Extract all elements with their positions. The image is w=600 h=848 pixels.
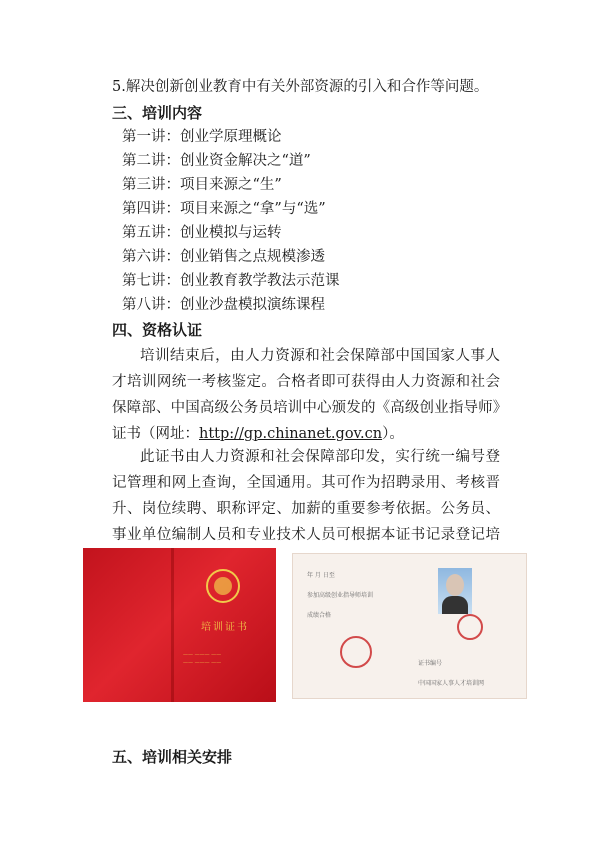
qualification-text-end: ）。 — [382, 426, 404, 442]
lecture-2: 第二讲：创业资金解决之“道” — [122, 153, 311, 169]
qualification-text: 培训结束后，由人力资源和社会保障部中国国家人事人才培训网统一考核鉴定。合格者即可获得由人力资源和社会保障部、中国高级公务员培训中心颁发的《高级创业指导师》证书（网址： — [112, 348, 500, 442]
photo-body — [442, 596, 468, 614]
cover-title: 培训证书 — [201, 622, 249, 633]
lecture-5: 第五讲：创业模拟与运转 — [122, 225, 282, 241]
inner-line-5: 中国国家人事人才培训网 — [418, 680, 485, 687]
lecture-3: 第三讲：项目来源之“生” — [122, 177, 282, 193]
lecture-4: 第四讲：项目来源之“拿”与“选” — [122, 201, 326, 217]
lecture-1: 第一讲：创业学原理概论 — [122, 129, 282, 145]
id-photo — [438, 568, 472, 614]
lecture-6: 第六讲：创业销售之点规模渗透 — [122, 249, 325, 265]
cover-issuer-text: —— ——— —— —— ——— —— — [183, 652, 222, 666]
red-seal-stamp-photo — [457, 614, 483, 640]
certificate-url-link[interactable]: http://gp.chinanet.gov.cn — [199, 426, 383, 442]
qualification-paragraph — [112, 343, 500, 447]
photo-face — [446, 574, 464, 596]
certificate-usage-paragraph: 此证书由人力资源和社会保障部印发，实行统一编号登记管理和网上查询，全国通用。其可作为招聘录用、考核晋升、岗位续聘、职称评定、加薪的重要参考依据。公务员、事业单位编制人员和专业技术人员可根据本证书记录登记培 — [112, 449, 500, 543]
section-4-heading: 四、资格认证 — [112, 321, 203, 339]
section-5-heading: 五、培训相关安排 — [112, 748, 233, 766]
certificate-cover-photo — [83, 548, 276, 702]
section-3-heading: 三、培训内容 — [112, 104, 203, 122]
inner-line-2: 参加高级创业指导师培训 — [307, 592, 374, 599]
inner-line-4: 证书编号 — [418, 660, 443, 667]
item-5-text: 5.解决创新创业教育中有关外部资源的引入和合作等问题。 — [112, 79, 489, 95]
lecture-8: 第八讲：创业沙盘模拟演练课程 — [122, 297, 325, 313]
certificate-inner-photo — [292, 553, 527, 699]
inner-line-1: 年 月 日至 — [307, 572, 335, 579]
red-seal-stamp — [340, 636, 372, 668]
inner-line-3: 成绩合格 — [307, 612, 332, 619]
lecture-7: 第七讲：创业教育教学教法示范课 — [122, 273, 340, 289]
